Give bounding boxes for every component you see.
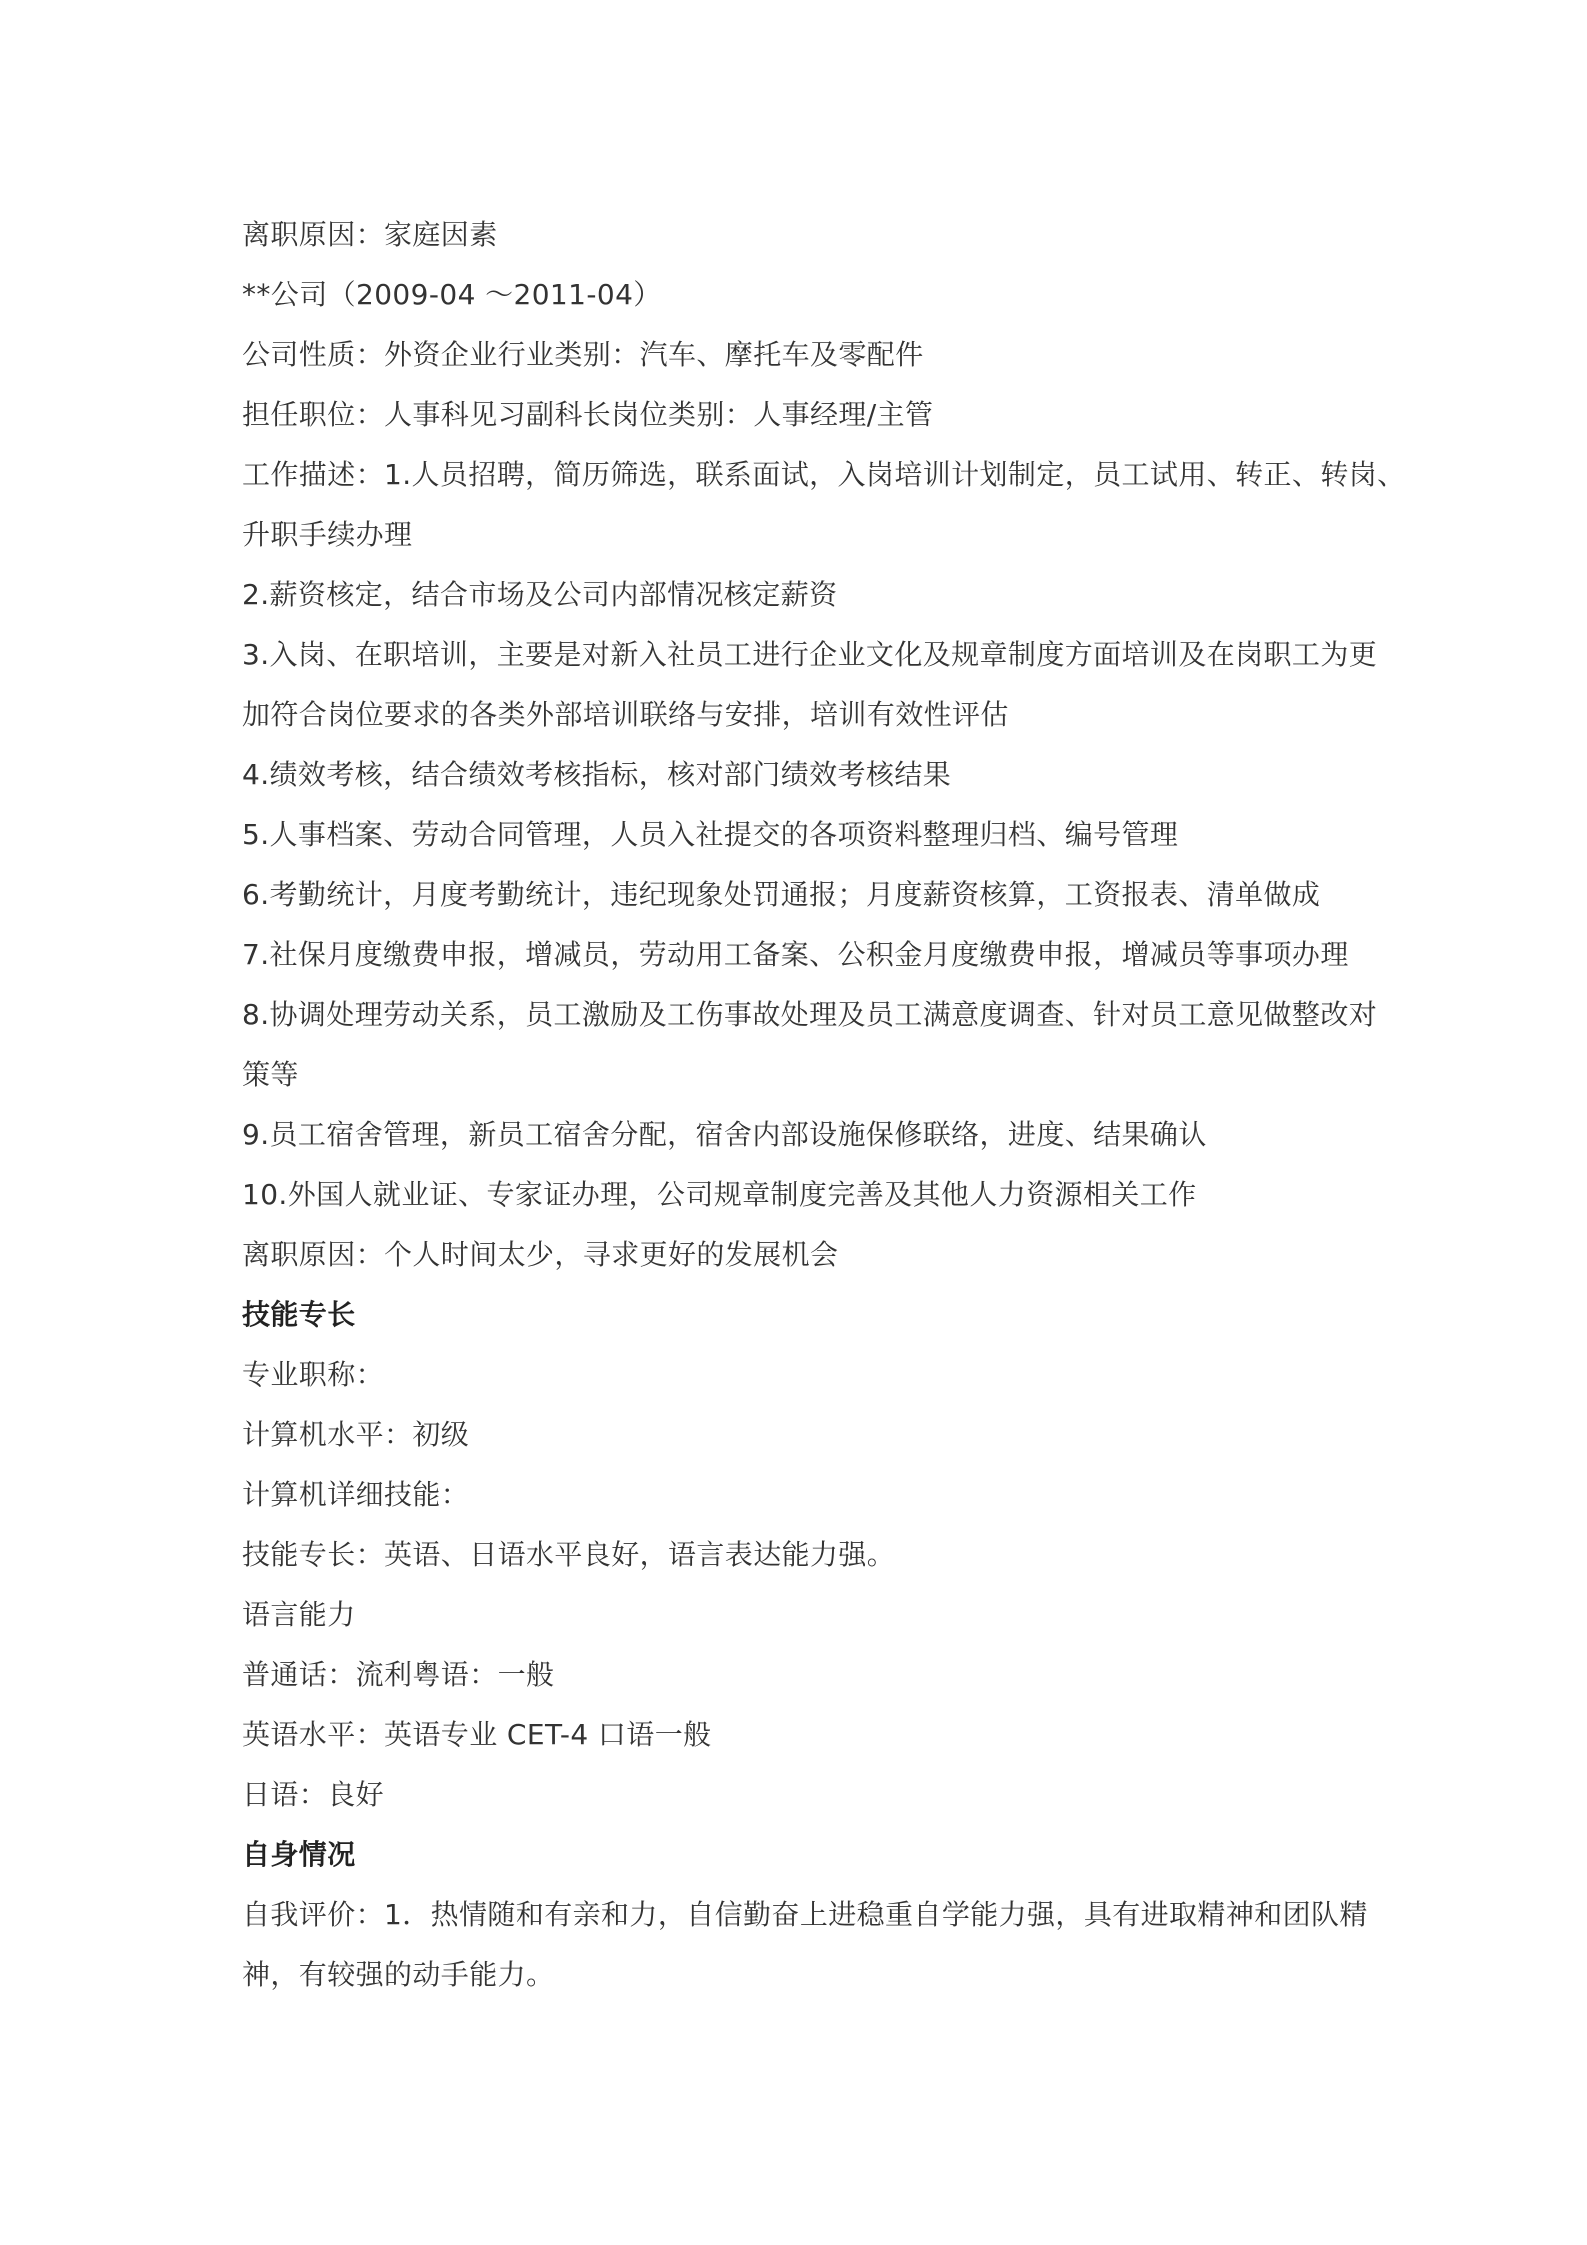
- duty-item-2: 2.薪资核定，结合市场及公司内部情况核定薪资: [242, 578, 838, 611]
- japanese-level-line: 日语：良好: [242, 1778, 385, 1811]
- self-evaluation-line: 自我评价：1．热情随和有亲和力，自信勤奋上进稳重自学能力强，具有进取精神和团队精: [242, 1898, 1368, 1931]
- section-heading-skills: 技能专长: [242, 1298, 356, 1331]
- position-line: 担任职位：人事科见习副科长岗位类别：人事经理/主管: [242, 398, 934, 431]
- skill-specialty-line: 技能专长：英语、日语水平良好，语言表达能力强。: [242, 1538, 896, 1571]
- section-heading-self: 自身情况: [242, 1838, 356, 1871]
- duty-item-3-continued: 加符合岗位要求的各类外部培训联络与安排，培训有效性评估: [242, 698, 1009, 731]
- computer-skills-line: 计算机详细技能：: [242, 1478, 470, 1511]
- duty-item-7: 7.社保月度缴费申报，增减员，劳动用工备案、公积金月度缴费申报，增减员等事项办理: [242, 938, 1349, 971]
- leave-reason-line: 离职原因：家庭因素: [242, 218, 498, 251]
- professional-title-line: 专业职称：: [242, 1358, 385, 1391]
- duty-item-6: 6.考勤统计，月度考勤统计，违纪现象处罚通报；月度薪资核算，工资报表、清单做成: [242, 878, 1321, 911]
- duty-item-4: 4.绩效考核，结合绩效考核指标，核对部门绩效考核结果: [242, 758, 952, 791]
- duty-item-3: 3.入岗、在职培训，主要是对新入社员工进行企业文化及规章制度方面培训及在岗职工为更: [242, 638, 1378, 671]
- job-description-line: 工作描述：1.人员招聘，简历筛选，联系面试，入岗培训计划制定，员工试用、转正、转岗、: [242, 458, 1406, 491]
- duty-item-8: 8.协调处理劳动关系，员工激励及工伤事故处理及员工满意度调查、针对员工意见做整改对: [242, 998, 1378, 1031]
- duty-item-8-continued: 策等: [242, 1058, 299, 1091]
- duty-item-9: 9.员工宿舍管理，新员工宿舍分配，宿舍内部设施保修联络，进度、结果确认: [242, 1118, 1207, 1151]
- english-level-line: 英语水平：英语专业 CET-4 口语一般: [242, 1718, 712, 1751]
- leave-reason-line-2: 离职原因：个人时间太少，寻求更好的发展机会: [242, 1238, 839, 1271]
- company-nature-line: 公司性质：外资企业行业类别：汽车、摩托车及零配件: [242, 338, 924, 371]
- document-body: [242, 205, 1406, 2005]
- mandarin-cantonese-line: 普通话：流利粤语：一般: [242, 1658, 555, 1691]
- computer-level-line: 计算机水平：初级: [242, 1418, 470, 1451]
- self-evaluation-continued-line: 神，有较强的动手能力。: [242, 1958, 555, 1991]
- company-period-line: **公司（2009-04 ～2011-04）: [242, 278, 662, 311]
- job-description-continued-line: 升职手续办理: [242, 518, 413, 551]
- duty-item-5: 5.人事档案、劳动合同管理，人员入社提交的各项资料整理归档、编号管理: [242, 818, 1179, 851]
- duty-item-10: 10.外国人就业证、专家证办理，公司规章制度完善及其他人力资源相关工作: [242, 1178, 1197, 1211]
- language-ability-label: 语言能力: [242, 1598, 356, 1631]
